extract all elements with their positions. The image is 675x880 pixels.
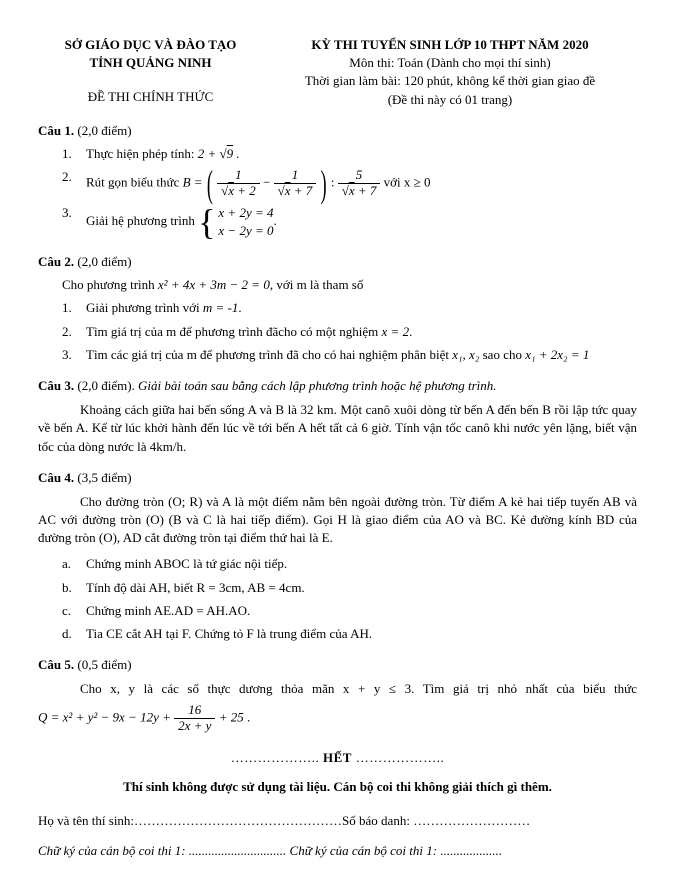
intro-tail: , với m là tham số <box>269 277 364 293</box>
question-3-subtitle: Giải bài toán sau bằng cách lập phương trình hoặc hệ phương trình. <box>138 377 497 393</box>
item-text <box>86 145 637 163</box>
question-1-label: Câu 1. <box>38 122 75 138</box>
question-1-points: (2,0 điểm) <box>77 122 132 138</box>
dots-leader: ................... <box>440 843 503 858</box>
official-exam-label: ĐỀ THI CHÍNH THỨC <box>87 89 214 105</box>
sqrt-radicand: x <box>228 183 234 199</box>
math-end: . <box>238 300 242 316</box>
question-2-intro <box>38 276 637 294</box>
fraction-2 <box>274 168 317 199</box>
math-expression: x² + 4x + 3m − 2 = 0 <box>157 277 270 293</box>
fraction-denominator: 2x + y <box>178 717 212 733</box>
intro-text <box>62 276 637 294</box>
fraction-denominator <box>274 184 317 199</box>
fraction-numerator: 1 <box>217 168 260 184</box>
section-cau-3 <box>38 377 637 456</box>
fraction-3 <box>338 168 381 199</box>
system-brace: { <box>198 202 216 242</box>
math-expression <box>198 146 240 161</box>
question-4-subitems <box>38 555 637 643</box>
signature-1-label: Chữ ký của cán bộ coi thi 1: <box>38 843 186 858</box>
proctor-signature-line <box>38 842 637 860</box>
item-letter: c. <box>62 602 72 618</box>
issuing-org-line2: TỈNH QUẢNG NINH <box>89 55 212 71</box>
item-connector: sao cho <box>482 346 522 362</box>
dots-leader: ……………….. <box>230 750 320 766</box>
issuing-org-line1: SỞ GIÁO DỤC VÀ ĐÀO TẠO <box>64 37 237 52</box>
math-part: + 2 <box>233 183 256 199</box>
math-part: + 7 <box>354 183 377 199</box>
fraction-denominator <box>217 184 260 199</box>
question-2-item-1 <box>38 299 637 317</box>
question-5-paragraph: Cho x, y là các số thực dương thỏa mãn x + y ≤ 3. Tìm giá trị nhỏ nhất của biểu thức <box>80 681 637 697</box>
fraction <box>174 703 215 734</box>
signature-2-label: Chữ ký của cán bộ coi thi 1: <box>289 843 438 858</box>
item-text: Tính độ dài AH, biết R = 3cm, AB = 4cm. <box>86 579 305 595</box>
exam-title: KỲ THI TUYỂN SINH LỚP 10 THPT NĂM 2020 <box>311 37 589 52</box>
page-count-line: (Đề thi này có 01 trang) <box>387 91 513 107</box>
header-left-block <box>38 36 263 109</box>
item-number: 3. <box>62 205 72 220</box>
equation-1: x + 2y = 4 <box>218 205 274 221</box>
duration-line: Thời gian làm bài: 120 phút, không kể thời gian giao đề <box>304 73 596 89</box>
question-5-heading <box>38 656 637 674</box>
id-label: Số báo danh: <box>342 812 410 828</box>
question-4-item-b <box>38 579 637 597</box>
math-part: 2 + <box>197 145 217 161</box>
equation-system <box>218 204 273 239</box>
item-prompt: Rút gọn biểu thức <box>86 174 180 190</box>
question-2-points: (2,0 điểm) <box>77 254 132 269</box>
condition-text: với x ≥ 0 <box>383 174 431 190</box>
minus-operator: − <box>263 174 271 190</box>
sqrt-radical-icon: √ <box>219 145 227 161</box>
sqrt-radical-icon: √ <box>341 183 349 199</box>
math-lhs: Q = x² + y² − 9x − 12y + <box>38 708 171 724</box>
document-header <box>38 36 637 109</box>
math-expression: x = 2 <box>381 323 410 339</box>
question-4-item-c <box>38 602 637 620</box>
section-cau-2 <box>38 253 637 364</box>
dots-leader: ……………………… <box>413 812 531 828</box>
item-text <box>86 346 637 364</box>
math-part: + 7 <box>290 183 313 199</box>
question-4-points: (3,5 điểm) <box>77 469 132 485</box>
fraction-denominator <box>338 184 381 199</box>
het-label: HẾT <box>323 750 352 766</box>
section-cau-5 <box>38 656 637 733</box>
item-text: Chứng minh ABOC là tứ giác nội tiếp. <box>86 556 288 572</box>
fraction-numerator: 5 <box>338 168 381 184</box>
close-paren: ) <box>320 162 327 205</box>
item-number: 1. <box>62 145 72 161</box>
question-5-points: (0,5 điểm) <box>77 657 132 673</box>
item-prompt: Thực hiện phép tính: <box>86 145 195 161</box>
sqrt-radical-icon: √ <box>221 183 229 199</box>
question-2-heading <box>38 253 637 271</box>
math-end: . <box>409 323 413 339</box>
question-1-item-1 <box>38 145 637 163</box>
item-text <box>86 204 637 240</box>
sqrt-radicand: 9 <box>226 145 234 161</box>
open-paren: ( <box>206 162 213 205</box>
question-4-paragraph: Cho đường tròn (O; R) và A là một điểm nằm bên ngoài đường tròn. Từ điểm A kẻ hai tiếp tuyến AB và AC với đường tròn (O) (B và C là hai tiếp điểm). Gọi H là giao điểm của AO và BC. Kẻ đường kính BD của đường tròn (O), AD cắt đường tròn tại điểm thứ hai là E. <box>38 493 637 546</box>
math-end: . <box>243 708 251 724</box>
question-2-label: Câu 2. <box>38 254 75 269</box>
item-text <box>86 323 637 341</box>
item-number: 1. <box>62 300 72 316</box>
item-text <box>86 299 637 317</box>
math-end: . <box>273 212 277 228</box>
question-4-label: Câu 4. <box>38 469 75 485</box>
question-3-points: (2,0 điểm). <box>77 377 135 393</box>
exam-notice: Thí sinh không được sử dụng tài liệu. Cán bộ coi thi không giải thích gì thêm. <box>123 778 552 794</box>
math-end: . <box>233 145 240 161</box>
name-label: Họ và tên thí sinh: <box>38 812 135 828</box>
item-number: 3. <box>62 346 72 362</box>
equation-2: x − 2y = 0 <box>218 223 274 238</box>
question-1-item-3 <box>38 204 637 240</box>
math-expression: x₁, x₂ <box>452 346 480 362</box>
math-tail: + 25 <box>218 708 244 724</box>
item-prompt: Giải phương trình với <box>86 300 200 316</box>
sqrt-radicand: x <box>284 183 291 199</box>
question-1-heading <box>38 122 637 140</box>
section-cau-1 <box>38 122 637 240</box>
question-3-paragraph: Khoảng cách giữa hai bến sống A và B là 32 km. Một canô xuôi dòng từ bến A đến bến B rồi lập tức quay về bến A. Kể từ lúc khởi hành đến lúc về tới bến A hết tất cả 6 giờ. Tính vận tốc canô khi nước yên lặng, biết vận tốc của dòng nước là 4km/h. <box>38 402 637 454</box>
dots-leader: .............................. <box>188 843 287 858</box>
item-letter: d. <box>62 626 72 641</box>
fraction-numerator: 16 <box>174 703 215 719</box>
question-3-label: Câu 3. <box>38 377 75 393</box>
header-right-block <box>263 36 637 109</box>
math-expression: x₁ + 2x₂ = 1 <box>525 346 590 362</box>
candidate-name-line <box>38 812 637 830</box>
dots-leader: ……………….. <box>355 750 445 766</box>
subject-line: Môn thi: Toán (Dành cho mọi thí sinh) <box>349 55 551 71</box>
item-number: 2. <box>62 323 72 339</box>
dots-leader: ………………………………………… <box>134 812 343 828</box>
division-operator: : <box>330 174 335 190</box>
item-text: Tia CE cắt AH tại F. Chứng tỏ F là trung điểm của AH. <box>86 626 373 641</box>
question-2-item-2 <box>38 323 637 341</box>
question-4-item-d <box>38 625 637 643</box>
question-4-item-a <box>38 555 637 573</box>
item-letter: b. <box>62 579 72 595</box>
item-prompt: Giải hệ phương trình <box>86 212 195 228</box>
item-text <box>86 162 637 205</box>
math-lhs: B = <box>182 174 203 190</box>
item-prompt: Tìm giá trị của m để phương trình đãcho có một nghiệm <box>86 323 379 339</box>
question-5-formula <box>38 703 637 734</box>
fraction-numerator: 1 <box>274 168 317 184</box>
question-1-item-2 <box>38 162 637 205</box>
item-prompt: Tìm các giá trị của m để phương trình đã cho có hai nghiệm phân biệt <box>86 346 450 362</box>
intro-prompt: Cho phương trình <box>62 277 155 293</box>
item-text: Chứng minh AE.AD = AH.AO. <box>86 602 251 618</box>
sqrt-radical-icon: √ <box>277 183 285 199</box>
question-3-heading <box>38 377 637 395</box>
end-of-exam-line <box>38 749 637 767</box>
question-4-heading <box>38 469 637 487</box>
item-number: 2. <box>62 169 72 185</box>
sqrt-radicand: x <box>348 183 355 199</box>
section-cau-4 <box>38 469 637 644</box>
math-expression: m = -1 <box>202 300 239 316</box>
question-5-label: Câu 5. <box>38 657 75 673</box>
question-2-item-3 <box>38 346 637 364</box>
item-letter: a. <box>62 556 72 572</box>
fraction-1 <box>217 168 260 199</box>
